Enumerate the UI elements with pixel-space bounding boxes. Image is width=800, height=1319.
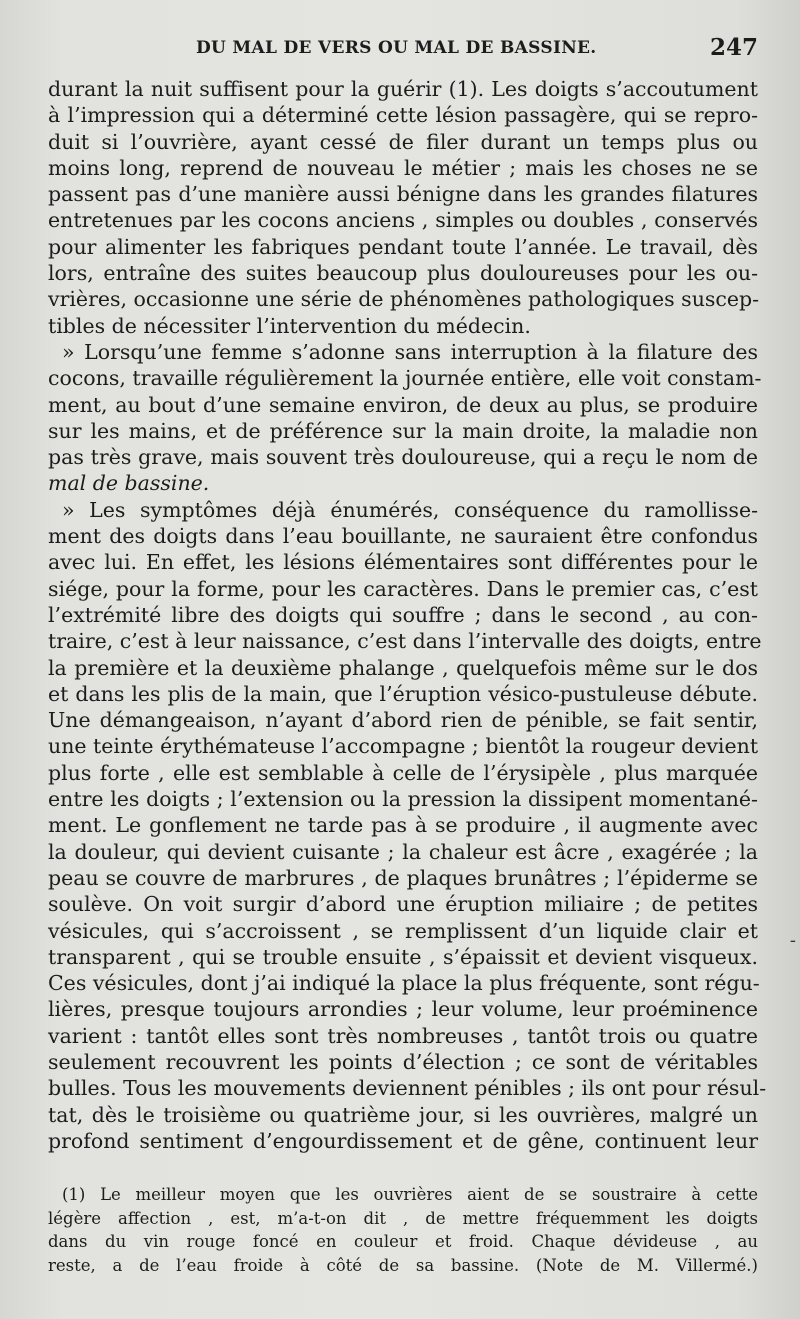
text-line: entretenues par les cocons anciens , simples ou doubles , conservés — [48, 208, 758, 233]
text-line: profond sentiment d’engourdissement et de gêne, continuent leur — [48, 1128, 758, 1153]
text-line: traire, c’est à leur naissance, c’est dans l’intervalle des doigts, entre — [48, 629, 762, 654]
text-line: bulles. Tous les mouvements deviennent pénibles ; ils ont pour résul- — [48, 1076, 767, 1101]
text-line: vrières, occasionne une série de phénomènes pathologiques suscep- — [48, 287, 760, 312]
running-title: DU MAL DE VERS OU MAL DE BASSINE. — [196, 38, 597, 58]
text-line: siége, pour la forme, pour les caractères. Dans le premier cas, c’est — [48, 576, 758, 601]
text-line: ment des doigts dans l’eau bouillante, ne sauraient être confondus — [48, 524, 758, 549]
text-line: soulève. On voit surgir d’abord une éruption miliaire ; de petites — [48, 892, 758, 917]
text-line: à l’impression qui a déterminé cette lésion passagère, qui se repro- — [48, 103, 758, 128]
text-line: » Lorsqu’une femme s’adonne sans interruption à la filature des — [62, 339, 758, 364]
text-line: mal de bassine. — [48, 471, 210, 496]
main-text — [48, 76, 767, 1154]
footnote-line: dans du vin rouge foncé en couleur et froid. Chaque dévideuse , au — [48, 1232, 758, 1251]
text-line: sur les mains, et de préférence sur la main droite, la maladie non — [48, 418, 758, 443]
page-number: 247 — [709, 34, 758, 61]
text-line: tibles de nécessiter l’intervention du médecin. — [48, 313, 531, 338]
footnote-line: (1) Le meilleur moyen que les ouvrières aient de se soustraire à cette — [62, 1185, 758, 1204]
text-line: Une démangeaison, n’ayant d’abord rien de pénible, se fait sentir, — [48, 708, 758, 733]
text-line: passent pas d’une manière aussi bénigne dans les grandes filatures — [48, 182, 758, 207]
footnote — [48, 1183, 758, 1277]
text-line: la douleur, qui devient cuisante ; la chaleur est âcre , exagérée ; la — [48, 839, 758, 864]
text-line: Ces vésicules, dont j’ai indiqué la place la plus fréquente, sont régu- — [48, 971, 760, 996]
text-line: avec lui. En effet, les lésions élémentaires sont différentes pour le — [48, 550, 758, 575]
margin-mark: - — [789, 930, 796, 951]
text-line: lières, presque toujours arrondies ; leur volume, leur proéminence — [48, 997, 758, 1022]
text-line: plus forte , elle est semblable à celle de l’érysipèle , plus marquée — [48, 760, 758, 785]
text-line: la première et la deuxième phalange , quelquefois même sur le dos — [48, 655, 758, 680]
footnote-line: légère affection , est, m’a-t-on dit , de mettre fréquemment les doigts — [48, 1208, 758, 1228]
text-line: varient : tantôt elles sont très nombreuses , tantôt trois ou quatre — [48, 1023, 758, 1048]
text-line: cocons, travaille régulièrement la journée entière, elle voit constam- — [48, 366, 762, 391]
text-line: » Les symptômes déjà énumérés, conséquence du ramollisse- — [62, 497, 758, 522]
text-line: pour alimenter les fabriques pendant toute l’année. Le travail, dès — [48, 234, 758, 259]
text-line: ment, au bout d’une semaine environ, de deux au plus, se produire — [48, 392, 758, 417]
text-line: pas très grave, mais souvent très douloureuse, qui a reçu le nom de — [48, 445, 758, 470]
text-line: et dans les plis de la main, que l’éruption vésico-pustuleuse débute. — [48, 681, 758, 706]
text-line: tat, dès le troisième ou quatrième jour, si les ouvrières, malgré un — [48, 1102, 758, 1127]
text-line: moins long, reprend de nouveau le métier ; mais les choses ne se — [48, 155, 758, 180]
text-line: vésicules, qui s’accroissent , se remplissent d’un liquide clair et — [48, 918, 758, 943]
text-line: ment. Le gonflement ne tarde pas à se produire , il augmente avec — [48, 813, 758, 838]
text-line: durant la nuit suffisent pour la guérir (1). Les doigts s’accoutument — [48, 77, 758, 101]
text-line: transparent , qui se trouble ensuite , s’épaissit et devient visqueux. — [48, 944, 758, 969]
text-line: duit si l’ouvrière, ayant cessé de filer durant un temps plus ou — [48, 129, 758, 154]
text-line: l’extrémité libre des doigts qui souffre ; dans le second , au con- — [48, 602, 758, 627]
text-line: entre les doigts ; l’extension ou la pression la dissipent momentané- — [48, 787, 758, 812]
text-line: seulement recouvrent les points d’élection ; ce sont de véritables — [48, 1049, 758, 1074]
text-line: lors, entraîne des suites beaucoup plus douloureuses pour les ou- — [48, 261, 758, 286]
text-line: peau se couvre de marbrures , de plaques brunâtres ; l’épiderme se — [48, 865, 758, 890]
footnote-line: reste, a de l’eau froide à côté de sa bassine. (Note de M. Villermé.) — [48, 1255, 758, 1275]
page-header — [48, 34, 758, 64]
text-line: une teinte érythémateuse l’accompagne ; bientôt la rougeur devient — [48, 734, 759, 759]
